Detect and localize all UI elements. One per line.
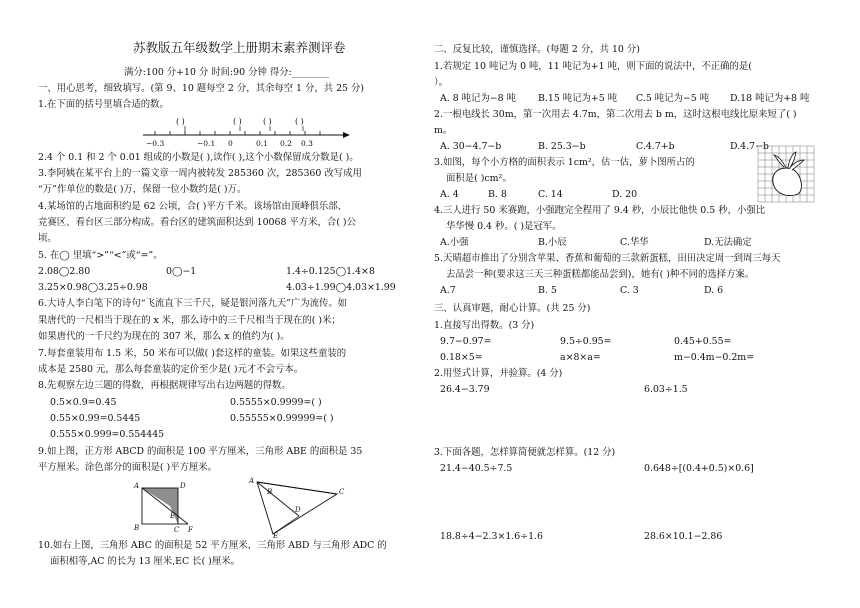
s2-q2-line2: m。	[434, 125, 453, 136]
q6-line2: 果唐代的一尺相当于现在的 x 米，那么诗中的三千尺相当于现在的( )米；	[38, 315, 341, 326]
fig2-label-d: D	[295, 506, 301, 514]
s2-q3-opt-c: C. 14	[538, 189, 563, 200]
tick-label-01: 0.1	[256, 139, 268, 148]
q2-text: 2.4 个 0.1 和 2 个 0.01 组成的小数是( ),读作( ),这个小数保留成分数是( )。	[38, 152, 359, 163]
fig1-label-b: B	[134, 524, 140, 532]
q5-row1-b: 0◯−1	[166, 266, 197, 277]
number-line	[143, 116, 353, 150]
q7-line2: 成本是 2580 元，那么每套童装的定价至少是( )元才不会亏本。	[38, 364, 304, 375]
q1-text: 1.在下面的括号里填合适的数。	[38, 99, 169, 110]
q8-item3: 0.55×0.99=0.5445	[50, 413, 141, 424]
q6-line3: 如果唐代的一千尺约为现在的 307 米，那么 x 的值约为( )。	[38, 331, 290, 342]
s3-q1-item6: m−0.4m−0.2m=	[674, 352, 755, 363]
s2-q1-opt-d: D.18 吨记为+8 吨	[730, 93, 810, 104]
s2-q1-line2: ）。	[434, 77, 449, 88]
fig1-label-f: F	[188, 526, 193, 534]
q8-item5: 0.555×0.999=0.554445	[50, 429, 165, 440]
s2-q4-opt-d: D.无法确定	[704, 237, 752, 248]
q5-row1-a: 2.08◯2.80	[38, 266, 91, 277]
s2-q2-opt-a: A. 30−4.7−b	[440, 141, 502, 152]
svg-text:( ): ( )	[295, 117, 304, 126]
figure-square-abcd	[130, 480, 230, 536]
s2-q3-opt-a: A. 4	[440, 189, 459, 200]
s3-q1-item3: 0.45+0.55=	[674, 336, 732, 347]
s2-q5-line2: 去品尝一种(要求这三天三种蛋糕都能品尝到)，她有( )种不同的选择方案。	[446, 269, 755, 280]
s2-q5-opt-a: A.7	[440, 285, 456, 296]
score-line: 满分:100 分+10 分 时间:90 分钟 得分:________	[124, 67, 330, 78]
tick-label-0: 0	[228, 139, 233, 148]
fig1-label-e: E	[170, 512, 176, 520]
q8-item1: 0.5×0.9=0.45	[50, 397, 117, 408]
s3-q2-item1: 26.4−3.79	[440, 384, 490, 395]
s3-q1-item2: 9.5÷0.95=	[560, 336, 612, 347]
q9-line1: 9.如上图，正方形 ABCD 的面积是 100 平方厘米，三角形 ABE 的面积是 35	[38, 446, 363, 457]
s3-q1-item5: a×8×a=	[560, 352, 601, 363]
tick-label-n03: −0.3	[146, 139, 165, 148]
q8-item2: 0.5555×0.9999=( )	[230, 397, 322, 408]
s2-q4-opt-b: B.小辰	[538, 237, 567, 248]
svg-text:( ): ( )	[176, 117, 185, 126]
q9-line2: 平方厘米。涂色部分的面积是( )平方厘米。	[38, 462, 218, 473]
s3-q3-item2: 0.648÷[(0.4+0.5)×0.6]	[644, 463, 754, 474]
s2-q3-line1: 3.如图，每个小方格的面积表示 1cm²，估一估，萝卜图所占的	[434, 157, 695, 168]
s2-q2-line1: 2.一根电线长 30m，第一次用去 4.7m，第二次用去 b m，这时这根电线比原来短了( )	[434, 109, 797, 120]
s2-q3-line2: 面积是( )cm²。	[446, 173, 512, 184]
fig2-label-c: C	[339, 488, 345, 496]
svg-text:( ): ( )	[233, 117, 242, 126]
q10-line2: 面积相等,AC 的长为 13 厘米,EC 长( )厘米。	[50, 556, 240, 567]
s3-q1-item1: 9.7−0.97=	[440, 336, 492, 347]
s2-q2-opt-b: B. 25.3−b	[538, 141, 586, 152]
s3-q3-item3: 18.8÷4−2.3×1.6÷1.6	[440, 531, 543, 542]
s2-q1-line1: 1.若规定 10 吨记为 0 吨，11 吨记为+1 吨，则下面的说法中，不正确的是(	[434, 61, 752, 72]
svg-text:( ): ( )	[263, 117, 272, 126]
fig2-label-b: B	[267, 488, 273, 496]
q6-line1: 6.大诗人李白笔下的诗句“飞流直下三千尺，疑是银河落九天”广为流传。如	[38, 298, 348, 309]
fig2-label-e: E	[273, 532, 279, 540]
s2-q4-opt-a: A.小强	[440, 237, 469, 248]
q8-item4: 0.55555×0.99999=( )	[230, 413, 334, 424]
s2-q5-line1: 5.天晴超市推出了分别含苹果、香蕉和葡萄的三款新蛋糕，田田决定周一到周三每天	[434, 253, 781, 264]
s2-q4-line2: 华华慢 0.4 秒。( )是冠军。	[446, 221, 562, 232]
s2-q1-opt-a: A. 8 吨记为−8 吨	[440, 93, 516, 104]
q3-line1: 3.李阿姨在某平台上的一篇文章一周内被转发 285360 次，285360 改写成用	[38, 168, 362, 179]
s2-q5-opt-c: C. 3	[620, 285, 639, 296]
s2-q4-line1: 4.三人进行 50 米赛跑，小强跑完全程用了 9.4 秒，小辰比他快 0.5 秒，小强比	[434, 205, 766, 216]
s3-q1-item4: 0.18×5=	[440, 352, 483, 363]
s3-q3-text: 3.下面各题，怎样算简便就怎样算。(12 分)	[434, 447, 616, 458]
s2-q1-opt-b: B.15 吨记为+5 吨	[538, 93, 618, 104]
section1-heading: 一、用心思考，细致填写。(第 9、10 题每空 2 分，其余每空 1 分，共 25 分)	[38, 83, 365, 94]
q5-row1-c: 1.4÷0.125◯1.4×8	[286, 266, 375, 277]
q7-line1: 7.每套童装用布 1.5 米，50 米布可以做( )套这样的童装。如果这些童装的	[38, 348, 347, 359]
section2-heading: 二、反复比较，谨慎选择。(每题 2 分，共 10 分)	[434, 44, 640, 55]
s3-q2-item2: 6.03÷1.5	[644, 384, 688, 395]
s2-q1-opt-c: C.5 吨记为−5 吨	[636, 93, 710, 104]
s2-q3-opt-b: B. 8	[488, 189, 507, 200]
s2-q3-opt-d: D. 20	[612, 189, 638, 200]
fig1-label-d: D	[180, 482, 186, 490]
q5-row2-b: 4.03÷1.99◯4.03×1.99	[286, 282, 396, 293]
s2-q4-opt-c: C.华华	[620, 237, 649, 248]
q5-row2-a: 3.25×0.98◯3.25÷0.98	[38, 282, 148, 293]
tick-label-n01: −0.1	[197, 139, 216, 148]
q3-line2: “万”作单位的数是( )万，保留一位小数约是( )万。	[38, 184, 247, 195]
figure-triangle-abc	[243, 476, 353, 538]
q4-line1: 4.某场馆的占地面积约是 62 公顷，合( )平方千米。该场馆由顶峰俱乐部、	[38, 201, 348, 212]
s2-q2-opt-c: C.4.7+b	[636, 141, 675, 152]
fig1-label-c: C	[174, 526, 180, 534]
s3-q2-text: 2.用竖式计算，并验算。(4 分)	[434, 368, 563, 379]
q5-text: 5. 在◯ 里填“>”“<”或“=”。	[38, 250, 163, 261]
s2-q5-opt-d: D. 6	[704, 285, 724, 296]
s3-q1-text: 1.直接写出得数。(3 分)	[434, 320, 535, 331]
tick-label-02: 0.2	[280, 139, 292, 148]
q8-text: 8.先观察左边三题的得数，再根据规律写出右边两题的得数。	[38, 380, 291, 391]
q4-line2: 竞赛区、看台区三部分构成。看台区的建筑面积达到 10068 平方米，合( )公	[38, 217, 356, 228]
fig2-label-a: A	[249, 477, 255, 485]
q10-line1: 10.如右上图，三角形 ABC 的面积是 52 平方厘米，三角形 ABD 与三角形 ADC 的	[38, 540, 387, 551]
s2-q5-opt-b: B. 5	[538, 285, 557, 296]
page-title: 苏教版五年级数学上册期末素养测评卷	[133, 40, 346, 55]
s3-q3-item4: 28.6×10.1−2.86	[644, 531, 723, 542]
fig1-label-a: A	[134, 482, 140, 490]
s3-q3-item1: 21.4−40.5÷7.5	[440, 463, 513, 474]
radish-grid-figure	[758, 146, 814, 202]
section3-heading: 三、认真审题，耐心计算。(共 25 分)	[434, 303, 591, 314]
s2-q2-opt-d: D.4.7−b	[730, 141, 769, 152]
tick-label-03: 0.3	[301, 139, 313, 148]
q4-line3: 顷。	[38, 233, 57, 244]
